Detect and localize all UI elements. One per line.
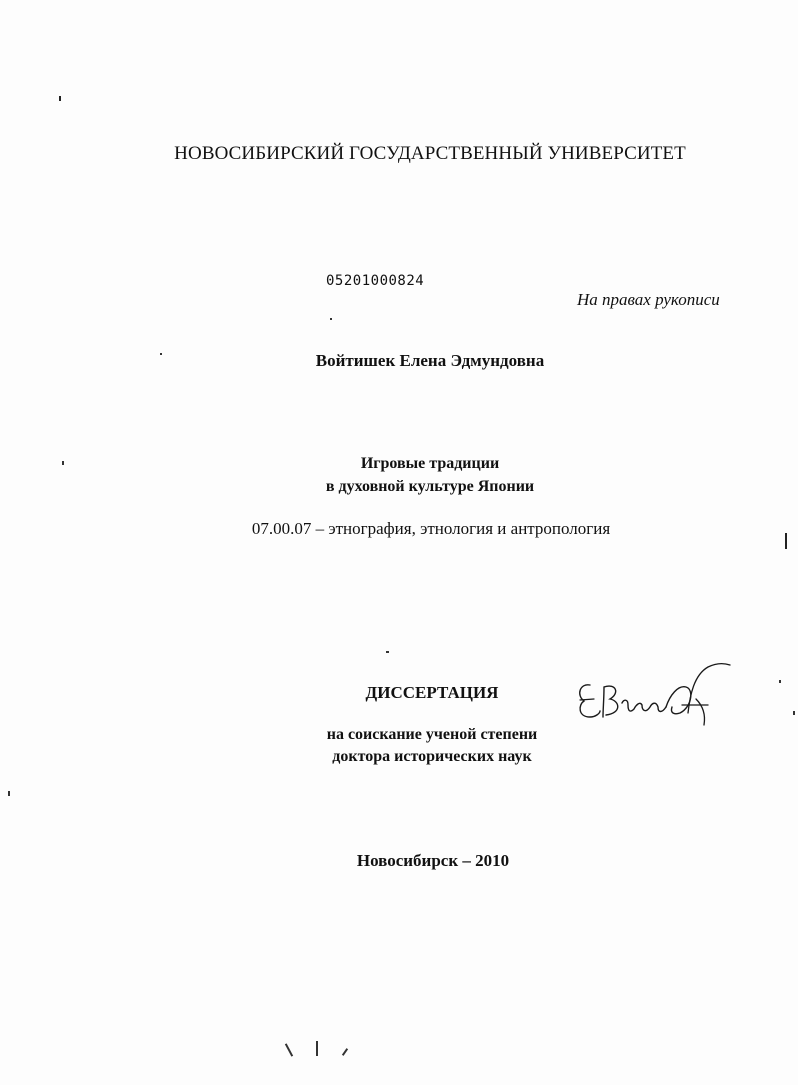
- scan-speck: [785, 533, 787, 549]
- scan-speck: [793, 711, 795, 715]
- degree-line-2: доктора исторических наук: [332, 748, 532, 765]
- scan-speck: [342, 1048, 348, 1056]
- scan-speck: [8, 791, 10, 796]
- scan-speck: [330, 318, 332, 320]
- thesis-title-line-1: Игровые традиции: [360, 455, 500, 472]
- scan-speck: [62, 461, 64, 465]
- university-name: НОВОСИБИРСКИЙ ГОСУДАРСТВЕННЫЙ УНИВЕРСИТЕТ: [174, 143, 686, 164]
- specialty-code: 07.00.07 – этнография, этнология и антропология: [251, 519, 611, 538]
- scan-speck: [160, 353, 162, 355]
- scan-speck: [386, 651, 389, 653]
- catalog-number: 05201000824: [326, 273, 425, 289]
- city-year: Новосибирск – 2010: [356, 851, 510, 870]
- scan-speck: [779, 680, 781, 683]
- scan-speck: [316, 1041, 318, 1056]
- document-type: ДИССЕРТАЦИЯ: [365, 683, 499, 702]
- scan-speck: [59, 96, 61, 101]
- handwritten-signature-icon: [570, 655, 735, 730]
- author-name: Войтишек Елена Эдмундовна: [315, 351, 545, 370]
- rights-note: На правах рукописи: [577, 290, 720, 309]
- degree-line-1: на соискание ученой степени: [326, 726, 538, 743]
- thesis-title-line-2: в духовной культуре Японии: [325, 478, 535, 495]
- scan-speck: [285, 1043, 293, 1056]
